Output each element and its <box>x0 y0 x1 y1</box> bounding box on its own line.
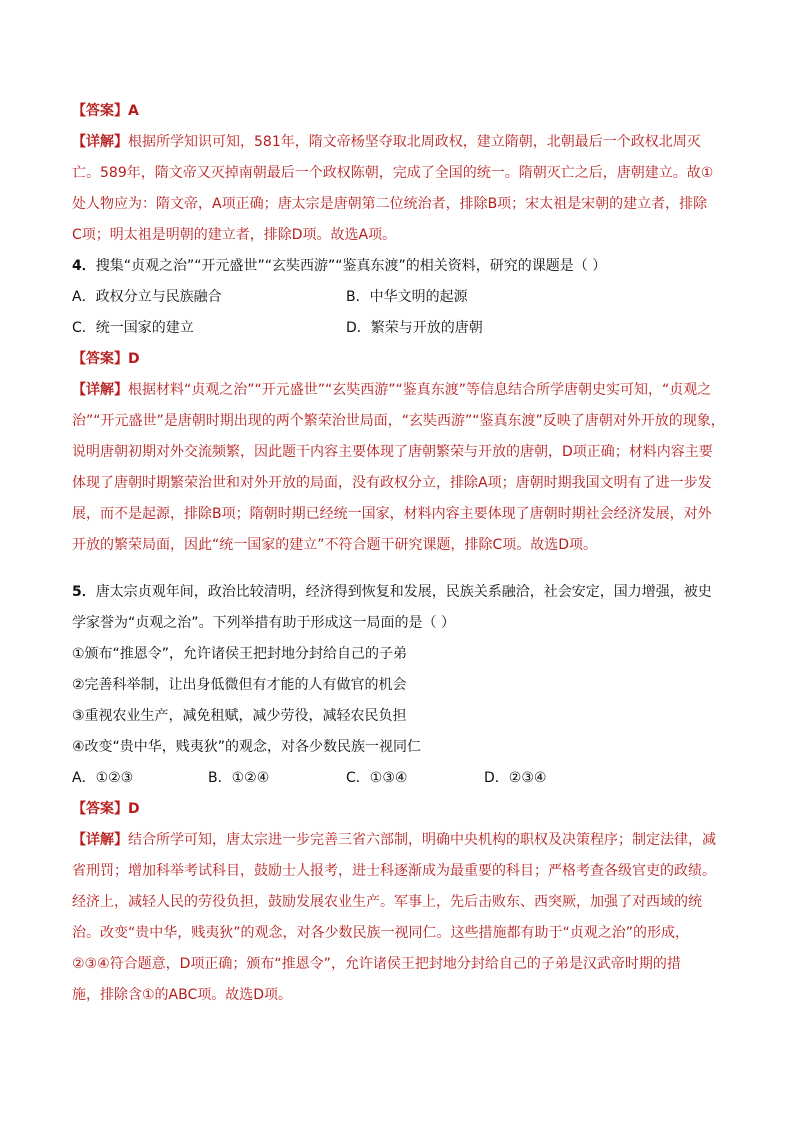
q3-detail-line-2: 亡。589年，隋文帝又灭掉南朝最后一个政权陈朝，完成了全国的统一。隋朝灭亡之后，唐朝建立。故① <box>72 165 714 181</box>
q4-detail-line-2: 治”“开元盛世”是唐朝时期出现的两个繁荣治世局面，“玄奘西游”“鉴真东渡”反映了唐朝对外开放的现象， <box>72 413 725 429</box>
q4-options-row-2 <box>72 313 722 344</box>
q4-options-row-1 <box>72 282 722 313</box>
answer-value: D <box>128 801 140 817</box>
option-c: C．①③④ <box>346 770 408 786</box>
q3-solution <box>72 96 722 251</box>
option-a: A．政权分立与民族融合 <box>72 289 222 305</box>
q5-stem-line-2: 学家誉为“贞观之治”。下列举措有助于形成这一局面的是（ ） <box>72 615 455 631</box>
q4-stem <box>72 251 722 282</box>
question-stem: 搜集“贞观之治”“开元盛世”“玄奘西游”“鉴真东渡”的相关资料，研究的课题是（ ） <box>95 258 607 274</box>
option-c: C．统一国家的建立 <box>72 320 194 336</box>
question-stem: 唐太宗贞观年间，政治比较清明，经济得到恢复和发展，民族关系融洽，社会安定，国力增强，被史 <box>95 584 712 600</box>
answer-value: D <box>128 351 140 367</box>
q5-detail-line-6: 施，排除含①的ABC项。故选D项。 <box>72 987 293 1003</box>
q5-stem-line-1 <box>72 577 722 608</box>
q4-detail-line-6: 开放的繁荣局面，因此“统一国家的建立”不符合题干研究课题，排除C项。故选D项。 <box>72 537 598 553</box>
detail-label: 【详解】 <box>72 832 128 848</box>
q3-detail-line-1 <box>72 127 722 158</box>
question-4 <box>72 251 725 561</box>
option-a: A．①②③ <box>72 770 134 786</box>
option-b: B．中华文明的起源 <box>346 289 468 305</box>
question-number: 4． <box>72 258 96 274</box>
q4-detail-line-5: 展，而不是起源，排除B项；隋朝时期已经统一国家，材料内容主要体现了唐朝时期社会经济发展，对外 <box>72 506 712 522</box>
question-5 <box>72 577 722 1011</box>
q5-item-2: ②完善科举制，让出身低微但有才能的人有做官的机会 <box>72 677 407 693</box>
q4-detail-line-3: 说明唐朝初期对外交流频繁，因此题干内容主要体现了唐朝繁荣与开放的唐朝，D项正确；材料内容主要 <box>72 444 713 460</box>
q5-detail-line-3: 经济上，减轻人民的劳役负担，鼓励发展农业生产。军事上，先后击败东、西突厥，加强了对西域的统 <box>72 894 702 910</box>
q5-detail-line-2: 省刑罚；增加科举考试科目，鼓励士人报考，进士科逐渐成为最重要的科目；严格考查各级官吏的政绩。 <box>72 863 716 879</box>
detail-label: 【详解】 <box>72 382 128 398</box>
q3-detail-line-3: 处人物应为：隋文帝，A项正确；唐太宗是唐朝第二位统治者，排除B项；宋太祖是宋朝的建立者，排除 <box>72 196 708 212</box>
answer-label: 【答案】 <box>72 103 128 119</box>
detail-text: 根据材料“贞观之治”“开元盛世”“玄奘西游”“鉴真东渡”等信息结合所学唐朝史实可知，“贞观之 <box>128 382 712 398</box>
q4-answer-line <box>72 344 722 375</box>
q5-detail-line-4: 治。改变“贵中华，贱夷狄”的观念，对各少数民族一视同仁。这些措施都有助于“贞观之治”的形成， <box>72 925 690 941</box>
detail-label: 【详解】 <box>72 134 128 150</box>
q5-item-4: ④改变“贵中华，贱夷狄”的观念，对各少数民族一视同仁 <box>72 739 422 755</box>
option-d: D．②③④ <box>484 770 547 786</box>
q5-detail-line-1 <box>72 825 722 856</box>
question-number: 5． <box>72 584 96 600</box>
answer-label: 【答案】 <box>72 801 128 817</box>
q4-detail-line-1 <box>72 375 722 406</box>
q3-answer-line <box>72 96 722 127</box>
q5-item-3: ③重视农业生产，减免租赋，减少劳役，减轻农民负担 <box>72 708 407 724</box>
detail-text: 结合所学可知，唐太宗进一步完善三省六部制，明确中央机构的职权及决策程序；制定法律，减 <box>128 832 716 848</box>
q5-options-row <box>72 763 722 794</box>
q5-item-1: ①颁布“推恩令”，允许诸侯王把封地分封给自己的子弟 <box>72 646 408 662</box>
q5-answer-line <box>72 794 722 825</box>
detail-text: 根据所学知识可知，581年，隋文帝杨坚夺取北周政权，建立隋朝，北朝最后一个政权北周灭 <box>128 134 701 150</box>
q5-detail-line-5: ②③④符合题意，D项正确；颁布“推恩令”，允许诸侯王把封地分封给自己的子弟是汉武帝时期的措 <box>72 956 681 972</box>
answer-label: 【答案】 <box>72 351 128 367</box>
answer-value: A <box>128 103 139 119</box>
q3-detail-line-4: C项；明太祖是明朝的建立者，排除D项。故选A项。 <box>72 227 397 243</box>
option-d: D．繁荣与开放的唐朝 <box>346 320 483 336</box>
q4-detail-line-4: 体现了唐朝时期繁荣治世和对外开放的局面，没有政权分立，排除A项；唐朝时期我国文明有了进一步发 <box>72 475 712 491</box>
option-b: B．①②④ <box>208 770 270 786</box>
